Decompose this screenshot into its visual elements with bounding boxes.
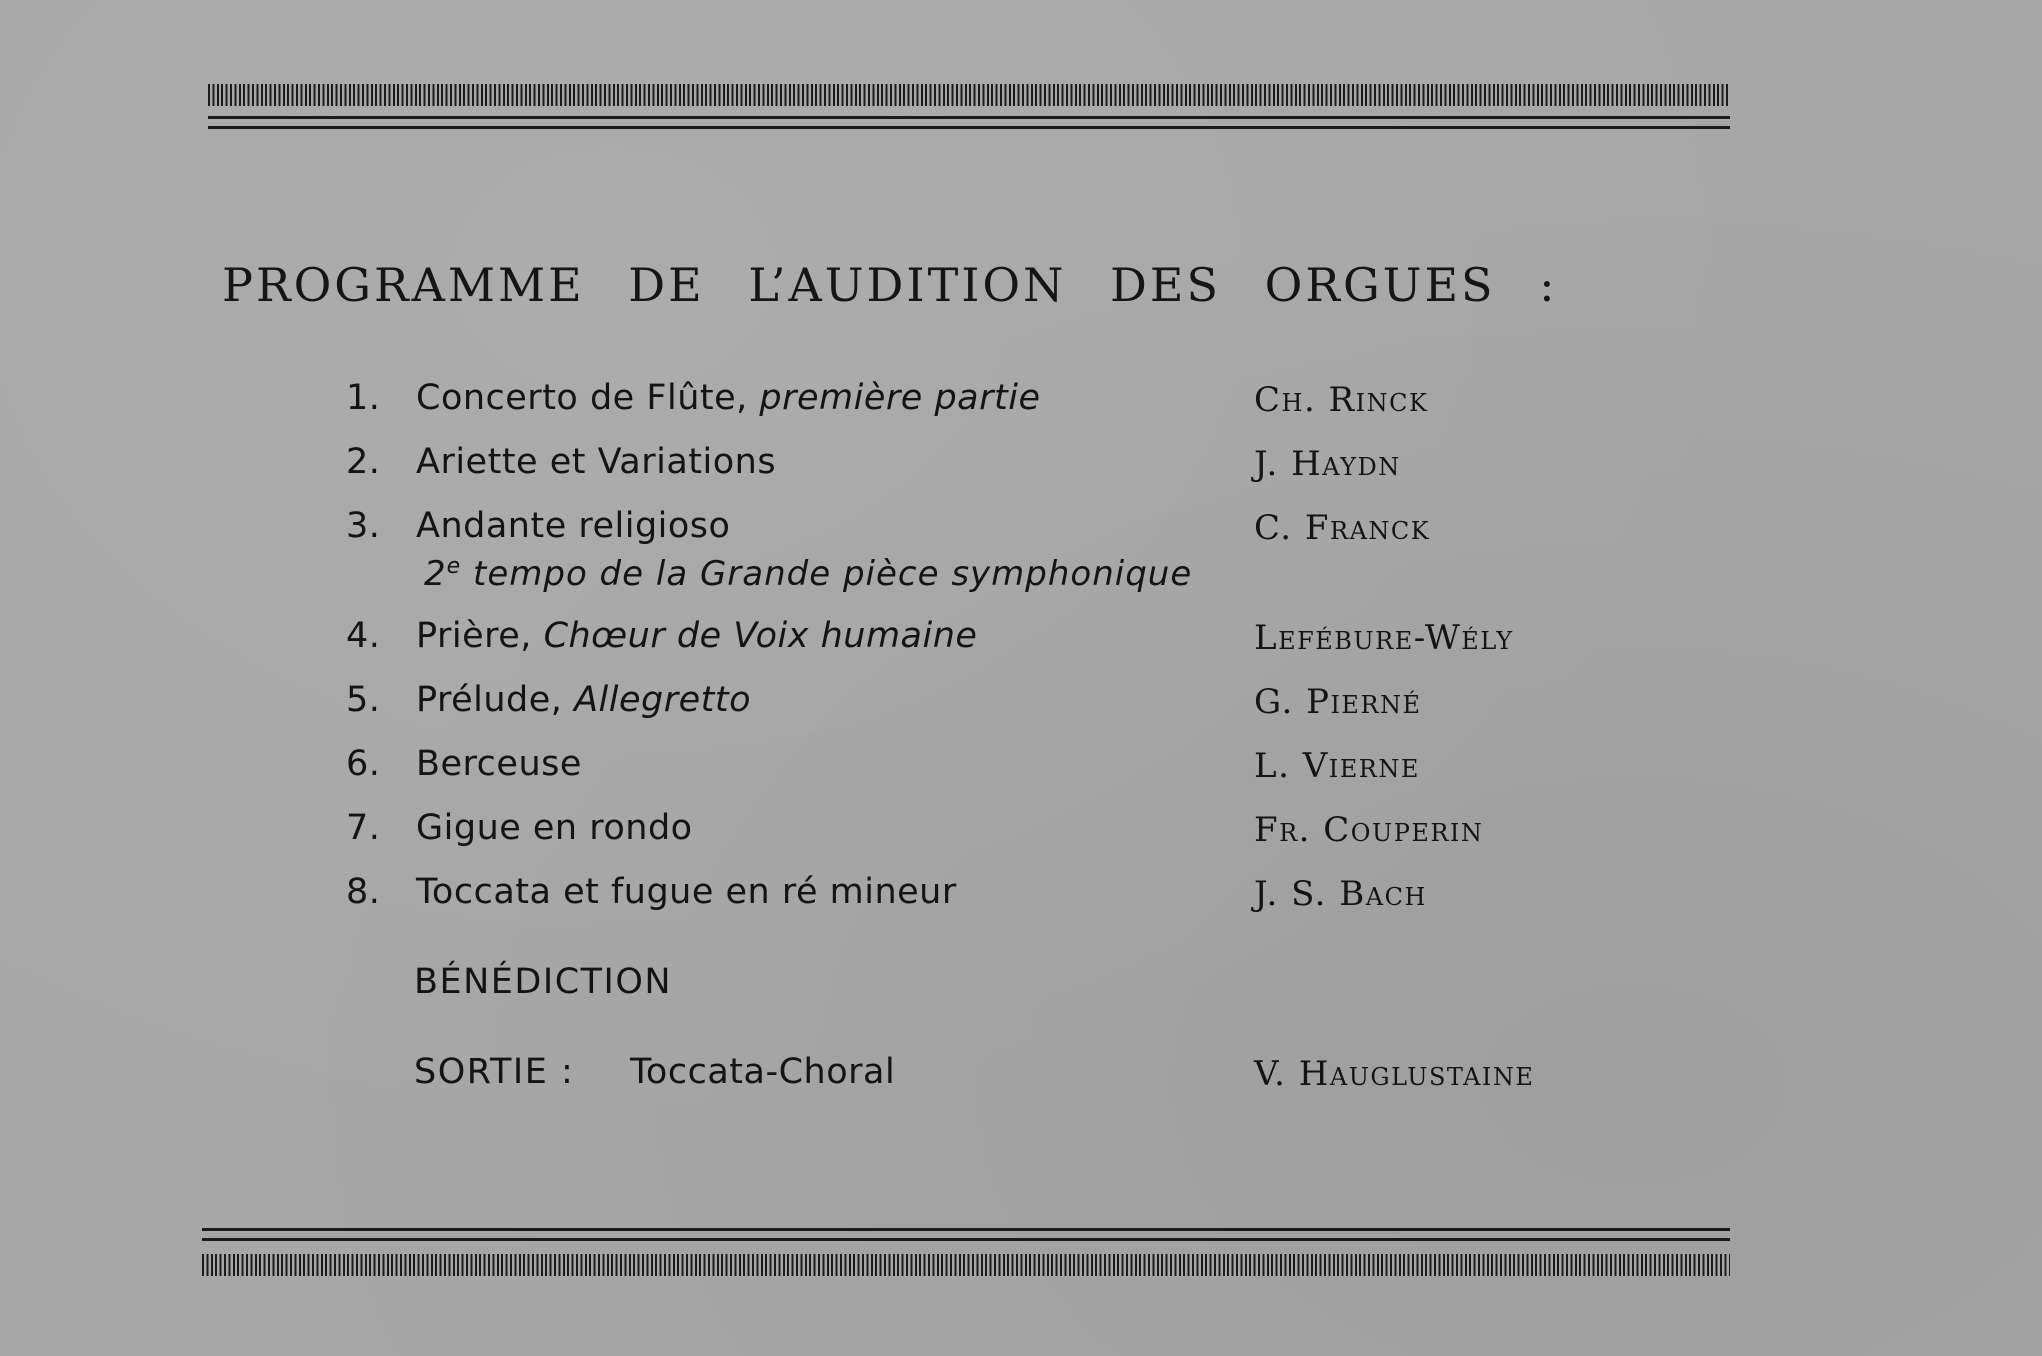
piece-title: Prélude, xyxy=(416,680,563,720)
sortie-piece: Toccata-Choral xyxy=(630,1052,896,1092)
piece-title: Concerto de Flûte, xyxy=(416,378,748,418)
subtitle-ordinal: 2 xyxy=(424,554,447,594)
subtitle-ordinal-suffix: e xyxy=(446,554,462,579)
bottom-rule-line xyxy=(202,1238,1730,1241)
piece-movement: Chœur de Voix humaine xyxy=(543,616,978,656)
piece-title: Prière, xyxy=(416,616,532,656)
item-piece xyxy=(416,808,693,848)
bottom-hatched-border xyxy=(202,1254,1730,1276)
item-composer: Lefébure-Wély xyxy=(1254,618,1514,658)
item-number: 2. xyxy=(346,442,381,482)
item-number: 4. xyxy=(346,616,381,656)
item-piece xyxy=(416,616,977,656)
item-piece xyxy=(416,680,751,720)
sortie-label: SORTIE : xyxy=(414,1052,575,1092)
item-composer: G. Pierné xyxy=(1254,682,1422,722)
item-composer: Fr. Couperin xyxy=(1254,810,1484,850)
item-composer: Ch. Rinck xyxy=(1254,380,1429,420)
item-piece xyxy=(416,378,1040,418)
sortie-composer: V. Hauglustaine xyxy=(1254,1054,1535,1094)
piece-movement: première partie xyxy=(759,378,1041,418)
program-item xyxy=(0,378,2042,430)
program-item xyxy=(0,872,2042,924)
piece-title: Andante religioso xyxy=(416,506,731,546)
top-rule-line xyxy=(208,126,1730,129)
program-item xyxy=(0,680,2042,732)
benediction-heading: BÉNÉDICTION xyxy=(414,962,673,1002)
item-piece xyxy=(416,442,776,482)
top-rule-line xyxy=(208,116,1730,119)
piece-title: Gigue en rondo xyxy=(416,808,693,848)
item-number: 3. xyxy=(346,506,381,546)
piece-title: Berceuse xyxy=(416,744,582,784)
item-composer: J. Haydn xyxy=(1254,444,1401,484)
item-piece xyxy=(416,872,957,912)
item-subtitle xyxy=(424,554,1192,594)
program-item xyxy=(0,506,2042,558)
piece-title: Toccata et fugue en ré mineur xyxy=(416,872,957,912)
piece-movement: Allegretto xyxy=(574,680,752,720)
item-number: 1. xyxy=(346,378,381,418)
program-item xyxy=(0,442,2042,494)
item-composer: J. S. Bach xyxy=(1254,874,1427,914)
bottom-rule-line xyxy=(202,1228,1730,1231)
item-piece xyxy=(416,506,730,546)
item-composer: L. Vierne xyxy=(1254,746,1420,786)
program-title: PROGRAMME DE L’AUDITION DES ORGUES : xyxy=(222,258,1558,312)
subtitle-text: tempo de la Grande pièce symphonique xyxy=(473,554,1193,594)
item-composer: C. Franck xyxy=(1254,508,1431,548)
item-number: 8. xyxy=(346,872,381,912)
piece-title: Ariette et Variations xyxy=(416,442,777,482)
item-number: 6. xyxy=(346,744,381,784)
program-item xyxy=(0,616,2042,668)
item-number: 7. xyxy=(346,808,381,848)
top-hatched-border xyxy=(208,84,1730,106)
program-item xyxy=(0,808,2042,860)
item-number: 5. xyxy=(346,680,381,720)
program-item xyxy=(0,744,2042,796)
item-piece xyxy=(416,744,582,784)
